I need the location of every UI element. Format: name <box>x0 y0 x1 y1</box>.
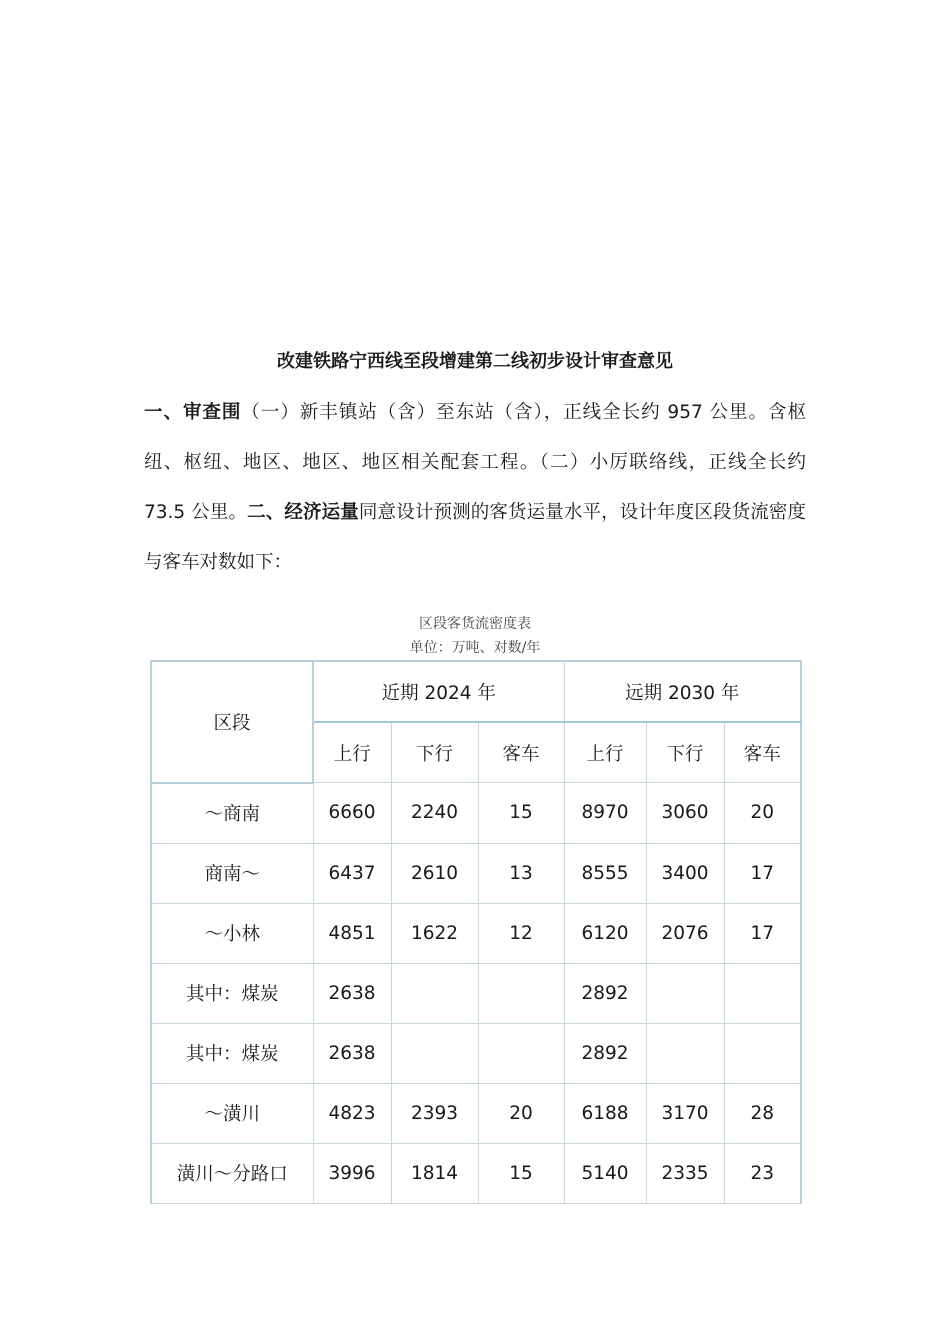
cell: 6120 <box>564 903 646 963</box>
header-col: 上行 <box>313 722 391 783</box>
cell: 2638 <box>313 1023 391 1083</box>
cell: 2393 <box>391 1083 478 1143</box>
cell: 13 <box>478 843 564 903</box>
header-section: 区段 <box>151 661 313 783</box>
cell: 3996 <box>313 1143 391 1203</box>
cell: 17 <box>724 903 801 963</box>
table-row <box>151 1143 801 1203</box>
header-col: 客车 <box>724 722 801 783</box>
table-row <box>151 1083 801 1143</box>
row-section: 其中：煤炭 <box>151 1023 313 1083</box>
cell: 15 <box>478 783 564 844</box>
cell: 1622 <box>391 903 478 963</box>
cell <box>724 1023 801 1083</box>
document-title: 改建铁路宁西线至段增建第二线初步设计审查意见 <box>277 351 673 372</box>
row-section: 商南～ <box>151 843 313 903</box>
cell: 6188 <box>564 1083 646 1143</box>
row-section: ～商南 <box>151 783 313 844</box>
cell: 8555 <box>564 843 646 903</box>
header-col: 上行 <box>564 722 646 783</box>
cell: 20 <box>478 1083 564 1143</box>
cell <box>478 1023 564 1083</box>
cell: 6437 <box>313 843 391 903</box>
cell: 20 <box>724 783 801 844</box>
table-row <box>151 843 801 903</box>
cell: 12 <box>478 903 564 963</box>
section-2-text: 同意设计预测的客货运量水平，设计年度区段货流密度与客车对数如下： <box>144 502 806 573</box>
cell: 4851 <box>313 903 391 963</box>
cell: 15 <box>478 1143 564 1203</box>
body-paragraph <box>144 388 806 588</box>
cell <box>391 1023 478 1083</box>
cell: 2076 <box>646 903 724 963</box>
row-section: 其中：煤炭 <box>151 963 313 1023</box>
header-col: 下行 <box>391 722 478 783</box>
row-section: 潢川～分路口 <box>151 1143 313 1203</box>
cell: 3400 <box>646 843 724 903</box>
cell: 28 <box>724 1083 801 1143</box>
row-section: ～潢川 <box>151 1083 313 1143</box>
cell <box>478 963 564 1023</box>
cell: 23 <box>724 1143 801 1203</box>
cell: 2892 <box>564 1023 646 1083</box>
header-far-period: 远期 2030 年 <box>564 661 801 722</box>
cell: 5140 <box>564 1143 646 1203</box>
cell: 1814 <box>391 1143 478 1203</box>
cell: 2610 <box>391 843 478 903</box>
row-section: ～小林 <box>151 903 313 963</box>
cell <box>646 963 724 1023</box>
cell: 3170 <box>646 1083 724 1143</box>
traffic-density-table <box>150 660 802 1204</box>
cell: 4823 <box>313 1083 391 1143</box>
header-col: 客车 <box>478 722 564 783</box>
table-row <box>151 1023 801 1083</box>
cell: 2335 <box>646 1143 724 1203</box>
section-1-heading: 一、审查围 <box>144 402 242 423</box>
section-2-heading: 二、经济运量 <box>247 502 359 523</box>
section-1-text: （一）新丰镇站（含）至东站（含），正线全长约 957 公里。含枢纽、枢纽、地区、地区、地区相关配套工程。（二）小厉联络线，正线全长约 73.5 公里。 <box>144 402 806 523</box>
table-header-row <box>151 661 801 722</box>
table-row <box>151 903 801 963</box>
table-row <box>151 783 801 844</box>
cell: 17 <box>724 843 801 903</box>
cell: 2240 <box>391 783 478 844</box>
cell <box>646 1023 724 1083</box>
cell: 6660 <box>313 783 391 844</box>
cell <box>391 963 478 1023</box>
table-unit: 单位：万吨、对数/年 <box>409 640 541 656</box>
cell <box>724 963 801 1023</box>
table-caption: 区段客货流密度表 <box>419 616 531 632</box>
cell: 2638 <box>313 963 391 1023</box>
cell: 8970 <box>564 783 646 844</box>
cell: 2892 <box>564 963 646 1023</box>
table-row <box>151 963 801 1023</box>
header-col: 下行 <box>646 722 724 783</box>
cell: 3060 <box>646 783 724 844</box>
header-near-period: 近期 2024 年 <box>313 661 564 722</box>
